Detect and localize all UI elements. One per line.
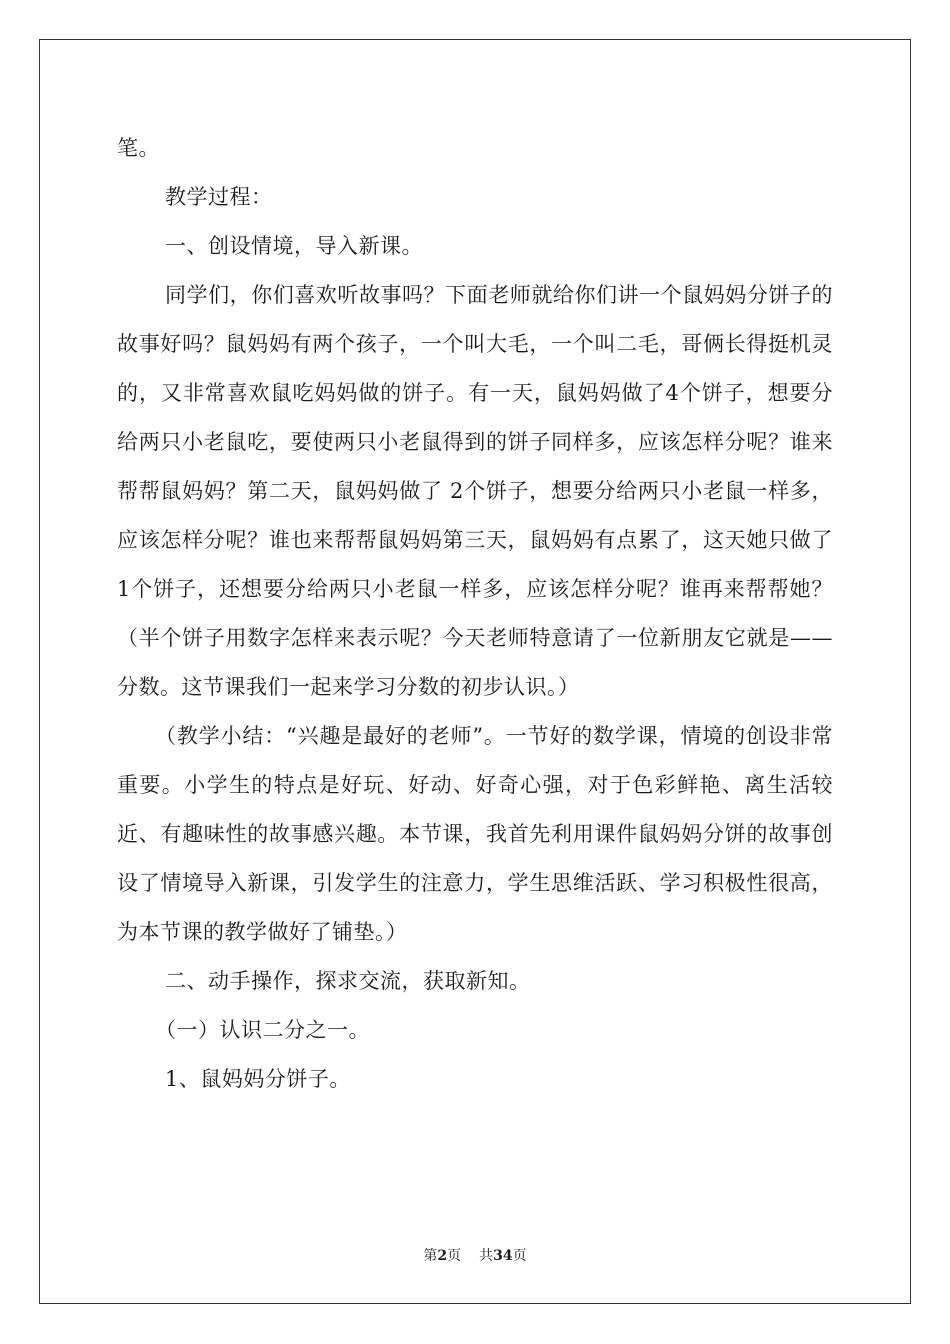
paragraph-subsection-heading: （一）认识二分之一。 [155, 1018, 370, 1042]
footer-total-prefix: 共 [479, 1248, 494, 1264]
paragraph-continuation: 笔。 [117, 136, 160, 160]
footer-page-prefix: 第 [423, 1248, 438, 1264]
footer-page-suffix: 页 [447, 1248, 462, 1264]
paragraph-teaching-summary: （教学小结：“兴趣是最好的老师”。一节好的数学课，情境的创设非常重要。小学生的特点是好玩、好动、好奇心强，对于色彩鲜艳、离生活较近、有趣味性的故事感兴趣。本节课，我首先利用课件鼠妈妈分饼的故事创设了情境导入新课，引发学生的注意力，学生思维活跃、学习积极性很高，为本节课的教学做好了铺垫。） [117, 724, 833, 944]
footer-page-number: 2 [437, 1248, 448, 1264]
paragraph-teaching-process-heading: 教学过程： [165, 185, 273, 209]
footer-total-suffix: 页 [512, 1248, 527, 1264]
document-body [117, 124, 833, 1104]
footer-total-pages: 34 [493, 1248, 513, 1264]
paragraph-step-one: 1、鼠妈妈分饼子。 [165, 1067, 351, 1091]
page-footer [0, 1246, 950, 1266]
paragraph-story: 同学们，你们喜欢听故事吗？下面老师就给你们讲一个鼠妈妈分饼子的故事好吗？鼠妈妈有两个孩子，一个叫大毛，一个叫二毛，哥俩长得挺机灵的，又非常喜欢鼠吃妈妈做的饼子。有一天，鼠妈妈做了4个饼子，想要分给两只小老鼠吃，要使两只小老鼠得到的饼子同样多，应该怎样分呢？谁来帮帮鼠妈妈？第二天，鼠妈妈做了 2个饼子，想要分给两只小老鼠一样多，应该怎样分呢？谁也来帮帮鼠妈妈第三天，鼠妈妈有点累了，这天她只做了 1个饼子，还想要分给两只小老鼠一样多，应该怎样分呢？谁再来帮帮她？（半个饼子用数字怎样来表示呢？今天老师特意请了一位新朋友它就是——分数。这节课我们一起来学习分数的初步认识。） [117, 283, 833, 699]
paragraph-section-one-heading: 一、创设情境，导入新课。 [165, 234, 423, 258]
paragraph-section-two-heading: 二、动手操作，探求交流，获取新知。 [165, 969, 531, 993]
